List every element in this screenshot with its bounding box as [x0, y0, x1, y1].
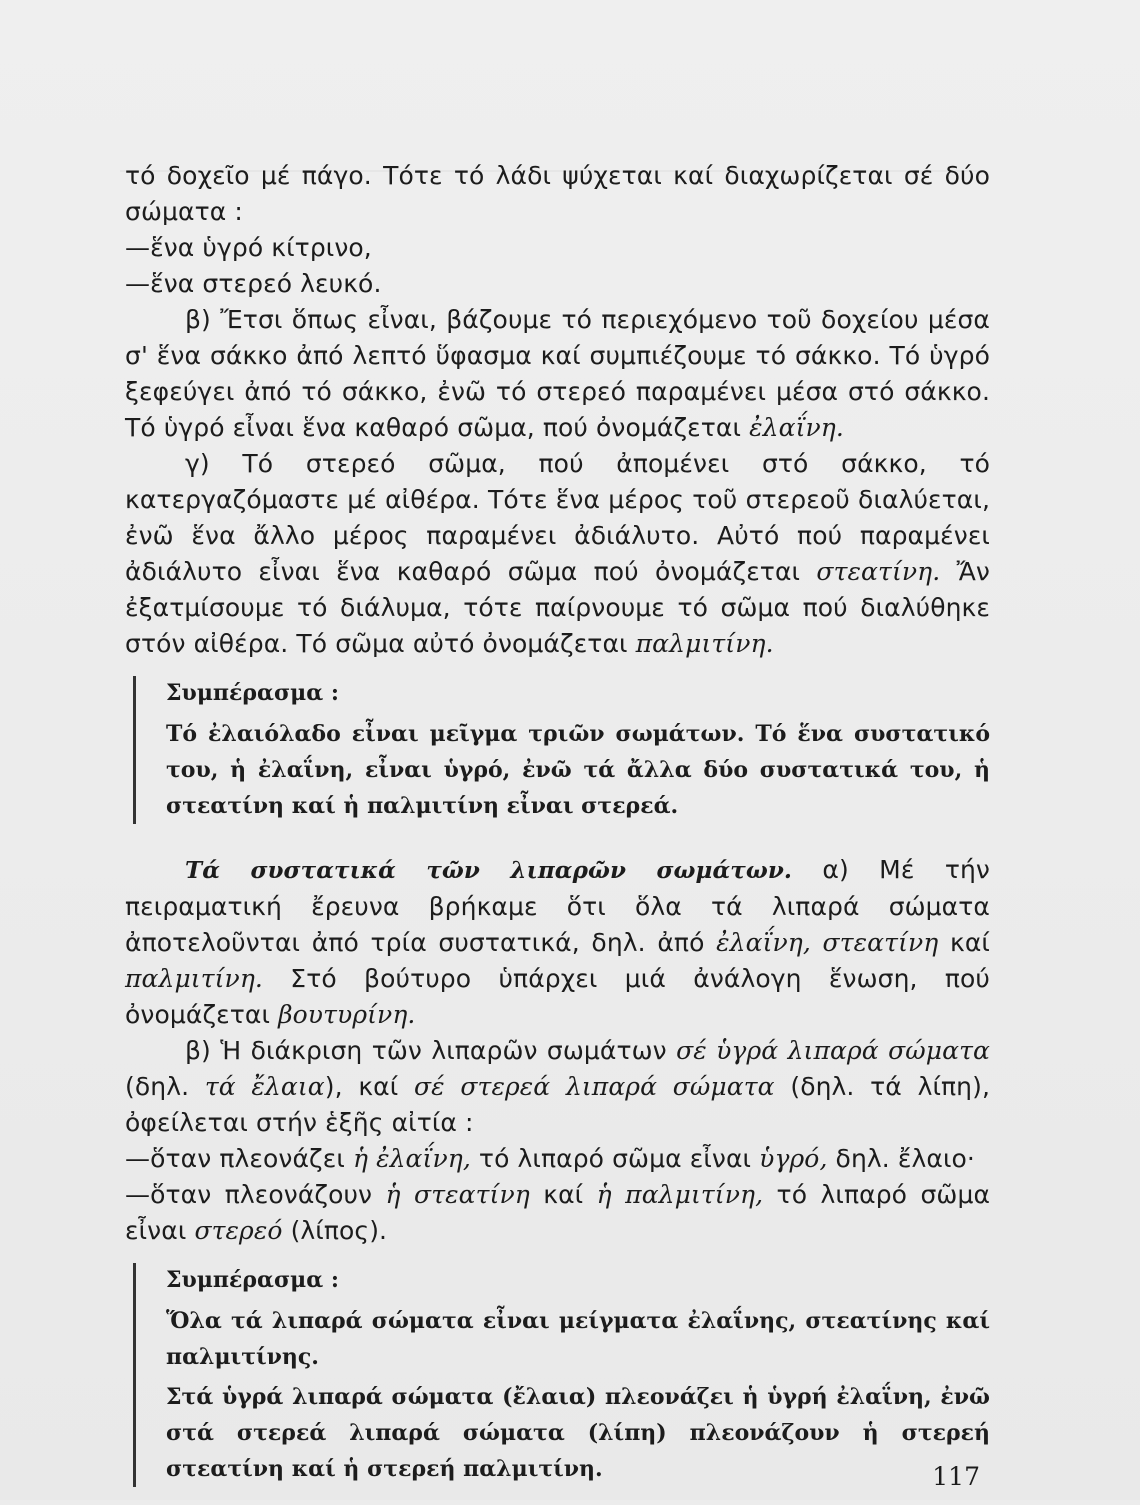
- cause-1-term-1: ἡ ἐλαΐνη,: [352, 1144, 471, 1173]
- cause-1-term-2: ὑγρό,: [759, 1144, 828, 1173]
- term-elaine: ἐλαΐνη.: [749, 413, 844, 442]
- conclusion-box-1: [133, 676, 990, 824]
- section-2-b-term-1: σέ ὑγρά λιπαρά σώματα: [676, 1036, 990, 1065]
- cause-2-term-2: ἡ παλμιτίνη,: [596, 1180, 764, 1209]
- conclusion-1-heading: Συμπέρασμα :: [166, 680, 339, 706]
- conclusion-2-heading: Συμπέρασμα :: [166, 1267, 339, 1293]
- term-palmitin: παλμιτίνη.: [635, 629, 774, 658]
- page-number: 117: [932, 1462, 980, 1491]
- term-stearin: στεατίνη.: [816, 557, 941, 586]
- list-item-liquid: —ἕνα ὑγρό κίτρινο,: [125, 233, 372, 262]
- section-2-b-term-3: σέ στερεά λιπαρά σώματα: [414, 1072, 775, 1101]
- conclusion-2-text-1: Ὅλα τά λιπαρά σώματα εἶναι μείγματα ἐλαΐνης, στεατίνης καί παλμιτίνης.: [166, 1308, 990, 1370]
- cause-2-text-1: —ὅταν πλεονάζουν: [125, 1180, 373, 1209]
- section-2-a-term-butyrin: βουτυρίνη.: [278, 1000, 416, 1029]
- section-2-b-text-4: (δηλ. τά λίπη), ὀφείλεται στήν ἑξῆς αἰτία :: [125, 1072, 991, 1137]
- cause-2-term-3: στερεό: [194, 1216, 283, 1245]
- cause-line-2: [125, 1177, 990, 1249]
- section-2-b-text-3: ), καί: [324, 1072, 399, 1101]
- section-2-b-term-2: τά ἔλαια: [204, 1072, 325, 1101]
- intro-line: τό δοχεῖο μέ πάγο. Τότε τό λάδι ψύχεται καί διαχωρίζεται σέ δύο σώματα :: [125, 161, 990, 226]
- list-item-solid: —ἕνα στερεό λευκό.: [125, 269, 382, 298]
- conclusion-1-text: Τό ἐλαιόλαδο εἶναι μεῖγμα τριῶν σωμάτων. Τό ἕνα συστατικό του, ἡ ἐλαΐνη, εἶναι ὑγρό, ἐνῶ τά ἄλλα δύο συστατικά του, ἡ στεατίνη καί ἡ παλμιτίνη εἶναι στερεά.: [166, 721, 990, 819]
- section-2-b-text-2: (δηλ.: [125, 1072, 190, 1101]
- page-body: [125, 158, 990, 1505]
- section-2-heading: Τά συστατικά τῶν λιπαρῶν σωμάτων.: [185, 857, 793, 884]
- paragraph-b: [125, 302, 990, 446]
- conclusion-box-2: [133, 1263, 990, 1487]
- paragraph-c-text-1: γ) Τό στερεό σῶμα, πού ἀπομένει στό σάκκο, τό κατεργαζόμαστε μέ αἰθέρα. Τότε ἕνα μέρος τοῦ στερεοῦ διαλύεται, ἐνῶ ἕνα ἄλλο μέρος παραμένει ἀδιάλυτο. Αὐτό πού παραμένει ἀδιάλυτο εἶναι ἕνα καθαρό σῶμα πού ὀνομάζεται: [125, 449, 990, 586]
- cause-2-text-4: (λίπος).: [290, 1216, 388, 1245]
- section-2-a-terms: ἐλαΐνη, στεατίνη: [716, 928, 939, 957]
- cause-line-1: [125, 1141, 990, 1177]
- cause-2-term-1: ἡ στεατίνη: [385, 1180, 530, 1209]
- cause-1-text-3: δηλ. ἔλαιο·: [835, 1144, 975, 1173]
- section-2-paragraph-a: [125, 852, 990, 1033]
- cause-2-text-2: καί: [543, 1180, 584, 1209]
- cause-1-text-2: τό λιπαρό σῶμα εἶναι: [478, 1144, 752, 1173]
- bleed-through-heading: [120, 100, 1020, 138]
- section-2-b-text-1: β) Ἡ διάκριση τῶν λιπαρῶν σωμάτων: [185, 1036, 667, 1065]
- section-2-a-and: καί: [950, 928, 990, 957]
- section-2-a-text-2: Στό βούτυρο ὑπάρχει μιά ἀνάλογη ἕνωση, πού ὀνομάζεται: [125, 964, 991, 1029]
- section-2-a-term-palmitin: παλμιτίνη.: [125, 964, 263, 993]
- paragraph-c-text-2: Ἄν ἐξατμίσουμε τό διάλυμα, τότε παίρνουμε τό σῶμα πού διαλύθηκε στόν αἰθέρα. Τό σῶμα αὐτό ὀνομάζεται: [125, 557, 990, 658]
- paragraph-c: [125, 446, 990, 662]
- paragraph-b-text: β) Ἔτσι ὅπως εἶναι, βάζουμε τό περιεχόμενο τοῦ δοχείου μέσα σ' ἕνα σάκκο ἀπό λεπτό ὕφασμα καί συμπιέζουμε τό σάκκο. Τό ὑγρό ξεφεύγει ἀπό τό σάκκο, ἐνῶ τό στερεό παραμένει μέσα στό σάκκο. Τό ὑγρό εἶναι ἕνα καθαρό σῶμα, πού ὀνομάζεται: [125, 305, 990, 442]
- section-2-paragraph-b: [125, 1033, 990, 1141]
- cause-2-text-3: τό λιπαρό σῶμα εἶναι: [125, 1180, 991, 1245]
- cause-1-text-1: —ὅταν πλεονάζει: [125, 1144, 345, 1173]
- conclusion-2-text-2: Στά ὑγρά λιπαρά σώματα (ἔλαια) πλεονάζει ἡ ὑγρή ἐλαΐνη, ἐνῶ στά στερεά λιπαρά σώματα (λίπη) πλεονάζουν ἡ στερεή στεατίνη καί ἡ στερεή παλμιτίνη.: [166, 1384, 990, 1482]
- section-2-a-text-1: α) Μέ τήν πειραματική ἔρευνα βρήκαμε ὅτι ὅλα τά λιπαρά σώματα ἀποτελοῦνται ἀπό τρία συστατικά, δηλ. ἀπό: [125, 855, 990, 957]
